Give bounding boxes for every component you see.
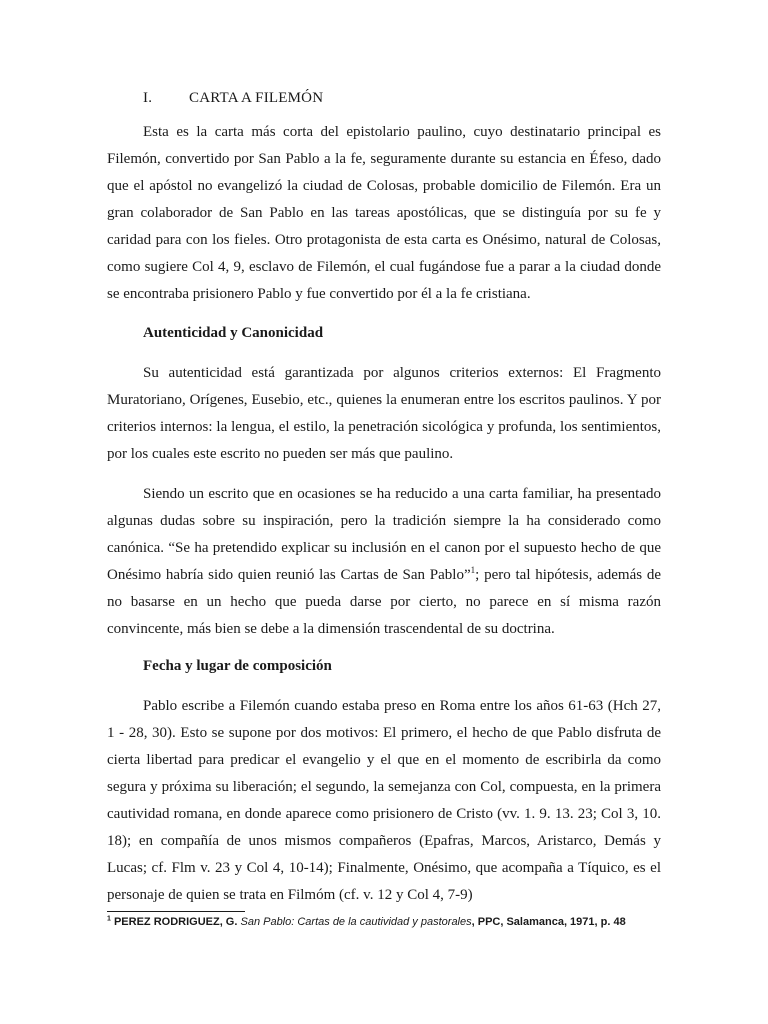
footnote-separator (107, 911, 245, 912)
paragraph-intro (107, 119, 661, 308)
paragraph-autenticidad-2 (107, 481, 661, 643)
section-number: I. (143, 90, 153, 106)
footnote-publication: , PPC, Salamanca, 1971, p. 48 (471, 916, 626, 928)
paragraph-autenticidad-1 (107, 360, 661, 468)
footnote-reference[interactable]: 1 (470, 565, 476, 575)
section-title: CARTA A FILEMÓN (189, 90, 324, 106)
paragraph-autenticidad-1-text: Su autenticidad está garantizada por algunos criterios externos: El Fragmento Muratoriano, Orígenes, Eusebio, etc., quienes la enumeran entre los escritos paulinos. Y por criterios internos: la lengua, el estilo, la penetración sicológica y profunda, los sentimientos, por los cuales este escrito no pueden ser más que paulino. (107, 365, 661, 462)
subheading-fecha: Fecha y lugar de composición (143, 658, 332, 674)
paragraph-fecha (107, 693, 661, 909)
footnote-author: PEREZ RODRIGUEZ, G. (110, 916, 241, 928)
footnote-title: San Pablo: Cartas de la cautividad y pastorales (240, 916, 472, 928)
footnote (107, 916, 626, 928)
section-heading (143, 90, 323, 107)
paragraph-autenticidad-2-text-b: ; pero tal hipótesis, además de no basarse en un hecho que pueda darse por cierto, no parece en sí misma razón convincente, más bien se debe a la dimensión trascendental de su doctrina. (107, 567, 661, 637)
subheading-autenticidad: Autenticidad y Canonicidad (143, 325, 324, 341)
paragraph-intro-text: Esta es la carta más corta del epistolario paulino, cuyo destinatario principal es Filemón, convertido por San Pablo a la fe, seguramente durante su estancia en Éfeso, dado que el apóstol no evangelizó la ciudad de Colosas, probable domicilio de Filemón. Era un gran colaborador de San Pablo en las tareas apostólicas, que se distinguía por su fe y caridad para con los fieles. Otro protagonista de esta carta es Onésimo, natural de Colosas, como sugiere Col 4, 9, esclavo de Filemón, el cual fugándose fue a parar a la ciudad donde se encontraba prisionero Pablo y fue convertido por él a la fe cristiana. (107, 124, 661, 302)
footnote-marker: 1 (107, 915, 111, 923)
paragraph-fecha-text: Pablo escribe a Filemón cuando estaba preso en Roma entre los años 61-63 (Hch 27, 1 - 28, 30). Esto se supone por dos motivos: El primero, el hecho de que Pablo disfruta de cierta libertad para predicar el evangelio y el que en el momento de escribirla da como segura y próxima su liberación; el segundo, la semejanza con Col, compuesta, en la primera cautividad romana, en donde aparece como prisionero de Cristo (vv. 1. 9. 13. 23; Col 3, 10. 18); en compañía de unos mismos compañeros (Epafras, Marcos, Aristarco, Demás y Lucas; cf. Flm v. 23 y Col 4, 10-14); Finalmente, Onésimo, que acompaña a Tíquico, es el personaje de quien se trata en Filmóm (cf. v. 12 y Col 4, 7-9) (107, 698, 661, 903)
paragraph-autenticidad-2-text-a: Siendo un escrito que en ocasiones se ha reducido a una carta familiar, ha presentado algunas dudas sobre su inspiración, pero la tradición siempre la ha considerado como canónica. “Se ha pretendido explicar su inclusión en el canon por el supuesto hecho de que Onésimo habría sido quien reunió las Cartas de San Pablo” (107, 486, 661, 583)
